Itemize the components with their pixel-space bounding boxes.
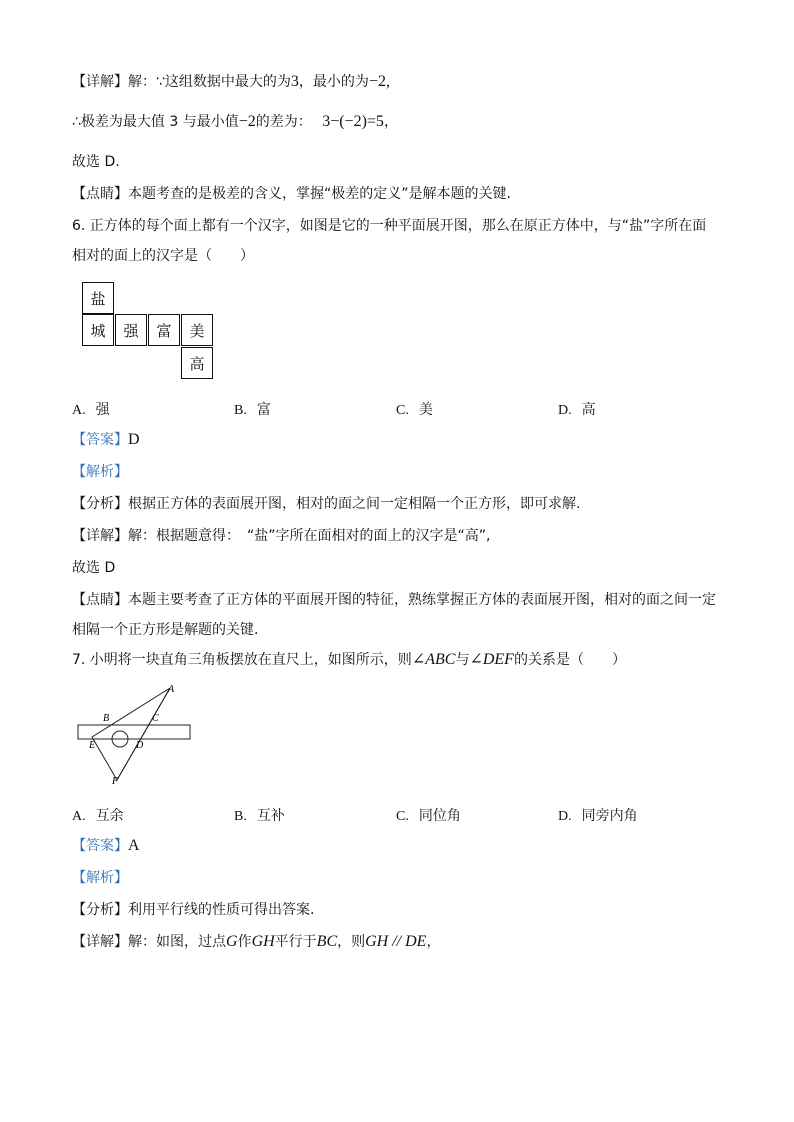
q6-comment-line1: 【点睛】本题主要考查了正方体的平面展开图的特征，熟练掌握正方体的表面展开图，相对的面之间一定 — [72, 592, 716, 608]
label-c: C — [152, 713, 159, 724]
min-value: −2, — [368, 73, 390, 90]
label-f: F — [112, 776, 119, 787]
q6-analysis-tag: 【解析】 — [72, 464, 128, 480]
q6-choose: 故选 D — [72, 560, 116, 576]
label-e: E — [89, 740, 96, 751]
label-d: D — [136, 740, 144, 751]
comment-tag: 【点睛】 — [72, 186, 128, 202]
q6-detail: 【详解】解：根据题意得： “盐”字所在面相对的面上的汉字是“高”, — [72, 528, 491, 544]
q7-analysis-tag: 【解析】 — [72, 870, 128, 886]
q6-fenxi: 【分析】根据正方体的表面展开图，相对的面之间一定相隔一个正方形，即可求解. — [72, 496, 581, 512]
label-a: A — [168, 684, 175, 695]
q5-detail-line: 【详解】解：∵这组数据中最大的为3，最小的为−2, — [72, 73, 390, 90]
q5-range-line: ∴极差为最大值 3 与最小值−2的差为： 3−(−2)=5， — [72, 113, 398, 130]
q7-option-d: D. 同旁内角 — [558, 808, 638, 824]
net-cell-2: 强 — [115, 314, 147, 346]
answer-value: D — [128, 431, 140, 448]
answer-tag: 【答案】 — [72, 432, 128, 448]
triangle-ruler-figure — [70, 680, 200, 790]
q6-comment-line2: 相隔一个正方形是解题的关键. — [72, 622, 259, 638]
q6-stem-line2: 相对的面上的汉字是（ ） — [72, 248, 254, 264]
q6-option-d: D. 高 — [558, 402, 596, 418]
net-cell-4: 美 — [181, 314, 213, 346]
q7-detail: 【详解】解：如图，过点G作GH平行于BC，则GH // DE， — [72, 933, 441, 950]
q6-answer — [72, 430, 140, 450]
cube-net — [82, 282, 216, 382]
q5-comment: 【点睛】本题考查的是极差的含义，掌握“极差的定义”是解本题的关键. — [72, 186, 511, 202]
q6-option-a: A. 强 — [72, 402, 110, 418]
q6-option-b: B. 富 — [234, 402, 271, 418]
label-b: B — [103, 713, 110, 724]
max-value: 3 — [290, 73, 299, 90]
q6-option-c: C. 美 — [396, 402, 433, 418]
net-cell-3: 富 — [148, 314, 180, 346]
net-cell-top: 盐 — [82, 282, 114, 314]
q7-option-c: C. 同位角 — [396, 808, 461, 824]
q7-option-a: A. 互余 — [72, 808, 124, 824]
parallel-statement: GH // DE — [365, 933, 427, 950]
range-formula: 3−(−2)=5 — [322, 113, 384, 130]
q7-answer: 【答案】A — [72, 837, 140, 854]
triangle — [92, 688, 170, 780]
ruler — [78, 725, 190, 739]
angle-def: ∠DEF — [469, 651, 514, 668]
angle-abc: ∠ABC — [411, 651, 456, 668]
net-cell-1: 城 — [82, 314, 114, 346]
net-cell-bottom: 高 — [181, 347, 213, 379]
triangle-leg — [117, 688, 170, 780]
q7-option-b: B. 互补 — [234, 808, 285, 824]
q7-fenxi: 【分析】利用平行线的性质可得出答案. — [72, 902, 315, 918]
detail-tag: 【详解】 — [72, 74, 128, 90]
q7-stem: 7. 小明将一块直角三角板摆放在直尺上，如图所示，则∠ABC与∠DEF的关系是（ ） — [72, 651, 626, 668]
q5-choose: 故选 D. — [72, 154, 120, 170]
q6-stem-line1: 6. 正方体的每个面上都有一个汉字，如图是它的一种平面展开图，那么在原正方体中，与“盐”字所在面 — [72, 218, 707, 234]
